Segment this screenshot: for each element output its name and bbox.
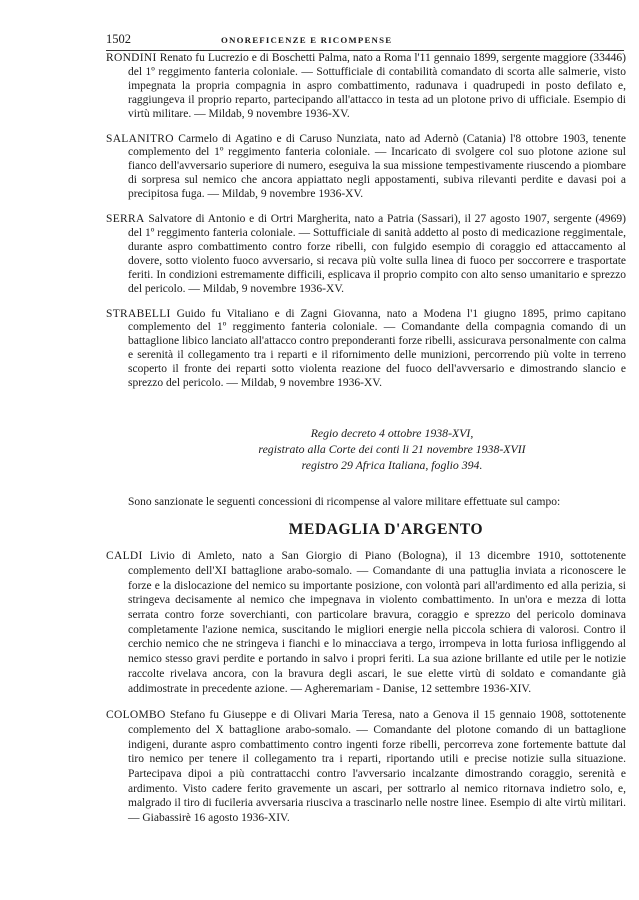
citation-entry [106,52,626,122]
citation-name: STRABELLI [106,307,171,320]
page-number: 1502 [106,32,131,46]
section-heading-medal: MEDAGLIA D'ARGENTO [288,521,484,539]
citation-text: Renato fu Lucrezio e di Boschetti Palma, nato a Roma l'11 gennaio 1899, sergente maggiore (33446) del 1º reggimento fanteria coloniale. — Sottufficiale di contabilità comandato di scorta alle salmerie, visto impegnata la propria compagnia in aspro combattimento, radunava i quadrupedi in posto defilato e, raggiungeva il proprio reparto, partecipando all'attacco in testa ad un plotone privo di ufficiale. Esempio di virtù militare. — Mildab, 9 novembre 1936-XV. [128,52,627,120]
decree-line: Regio decreto 4 ottobre 1938-XVI, [310,425,474,440]
decree-line: registro 29 Africa Italiana, foglio 394. [301,457,483,472]
citation-name: SERRA [106,213,145,226]
citation-name: SALANITRO [106,132,174,145]
citation-name: RONDINI [106,52,157,64]
citation-name: CALDI [106,550,143,563]
citation-text: Stefano fu Giuseppe e di Olivari Maria Teresa, nato a Genova il 15 gennaio 1908, sottotenente complemento del X battaglione arabo-somalo. — Comandante del plotone comando di un battaglione indigeni, durante aspro combattimento contro ingenti forze ribelli, percorreva zone fortemente battute dal tiro nemico per tenere il collegamento tra i reparti, riportando utili e precise notizie sulla situazione. Partecipava dipoi a più contrattacchi contro l'avversario incalzante dimostrando coraggio, serenità e ardimento. Visto cadere ferito gravemente un ascari, per sottrarlo al nemico ritornava indietro solo, e, malgrado il tiro di fucileria avversaria riusciva a trascinarlo nelle nostre linee. Esempio di alte virtù militari. — Giabassirè 16 agosto 1936-XIV. [128,709,626,825]
page-body [106,52,626,838]
citation-name: COLOMBO [106,709,166,722]
citation-entry [106,133,626,203]
page-header [106,32,624,51]
citation-entry [106,213,626,296]
citation-entry [106,549,626,696]
citation-text: Carmelo di Agatino e di Caruso Nunziata, nato ad Adernò (Catania) l'8 ottobre 1903, tenente complemento del 1º reggimento fanteria coloniale. — Incaricato di svolgere col suo plotone azione sul fianco dell'avversario superiore di numero, eseguiva la sua missione tempestivamente riuscendo a piombare di sorpresa sul nemico che ancora appiattato negli appostamenti, subiva rilevanti perdite e davasi poi a precipitosa fuga. — Mildab, 9 novembre 1936-XV. [128,132,627,201]
citation-entry [106,308,626,391]
citation-text: Salvatore di Antonio e di Ortri Margherita, nato a Patria (Sassari), il 27 agosto 1907, sergente (4969) del 1º reggimento fanteria coloniale. — Sottufficiale di sanità addetto al posto di medicazione reggimentale, durante aspro combattimento contro forze ribelli, con fulgido esempio di coraggio ed attaccamento al dovere, sotto violento fuoco avversario, si recava più volte sulla linea di fuoco per soccorrere e trasportate feriti. In condizioni estremamente difficili, esplicava il proprio compito con alto senso umanitario e sprezzo del pericolo. — Mildab, 9 novembre 1936-XV. [128,213,626,295]
intro-paragraph: Sono sanzionate le seguenti concessioni di ricompense al valore militare effettuate sul campo: [128,495,561,508]
citation-entry [106,708,626,826]
decree-reference [106,425,626,473]
citation-text: Guido fu Vitaliano e di Zagni Giovanna, nato a Modena l'1 giugno 1895, primo capitano complemento del 1º reggimento fanteria coloniale. — Comandante della compagnia comando di un battaglione libico lanciato all'attacco contro preponderanti forze ribelli, assicurava personalmente con calma e serenità il collegamento tra i reparti e il rifornimento delle munizioni, percorrendo più volte in terreno scoperto il fronte dei reparti sotto violenta reazione del fuoco dell'avversario e dimostrando slancio e sprezzo del pericolo. — Mildab, 9 novembre 1936-XV. [128,307,626,390]
citation-text: Livio di Amleto, nato a San Giorgio di Piano (Bologna), il 13 dicembre 1910, sottotenente complemento dell'XI battaglione arabo-somalo. — Comandante di una pattuglia inviata a riconoscere le forze e la dislocazione del nemico su importante posizione, con volontà pari all'ardimento ed alla perizia, si stringeva decisamente al nemico che impegnava in violento combattimento. In un'ora e mezza di lotta serrata contro forze soverchianti, con particolare bravura, coraggio e sprezzo del pericolo dominava completamente l'azione nemica, suscitando le migliori energie nella piccola schiera di valorosi. Contro il cerchio nemico che ne stringeva i fianchi e lo minacciava a tergo, irrompeva in lotta furiosa infliggendo al nemico stesso gravi perdite e portando in salvo i propri feriti. La sua azione brillante ed utile per le notizie raccolte rivelava ancora, con la bravura degli ascari, le sue elette virtù di soldato e comandante già addimostrate in precedente azione. — Agheremariam - Danise, 12 settembre 1936-XIV. [128,550,626,695]
decree-line: registrato alla Corte dei conti li 21 novembre 1938-XVII [258,441,526,456]
running-title: ONOREFICENZE E RICOMPENSE [221,35,393,45]
